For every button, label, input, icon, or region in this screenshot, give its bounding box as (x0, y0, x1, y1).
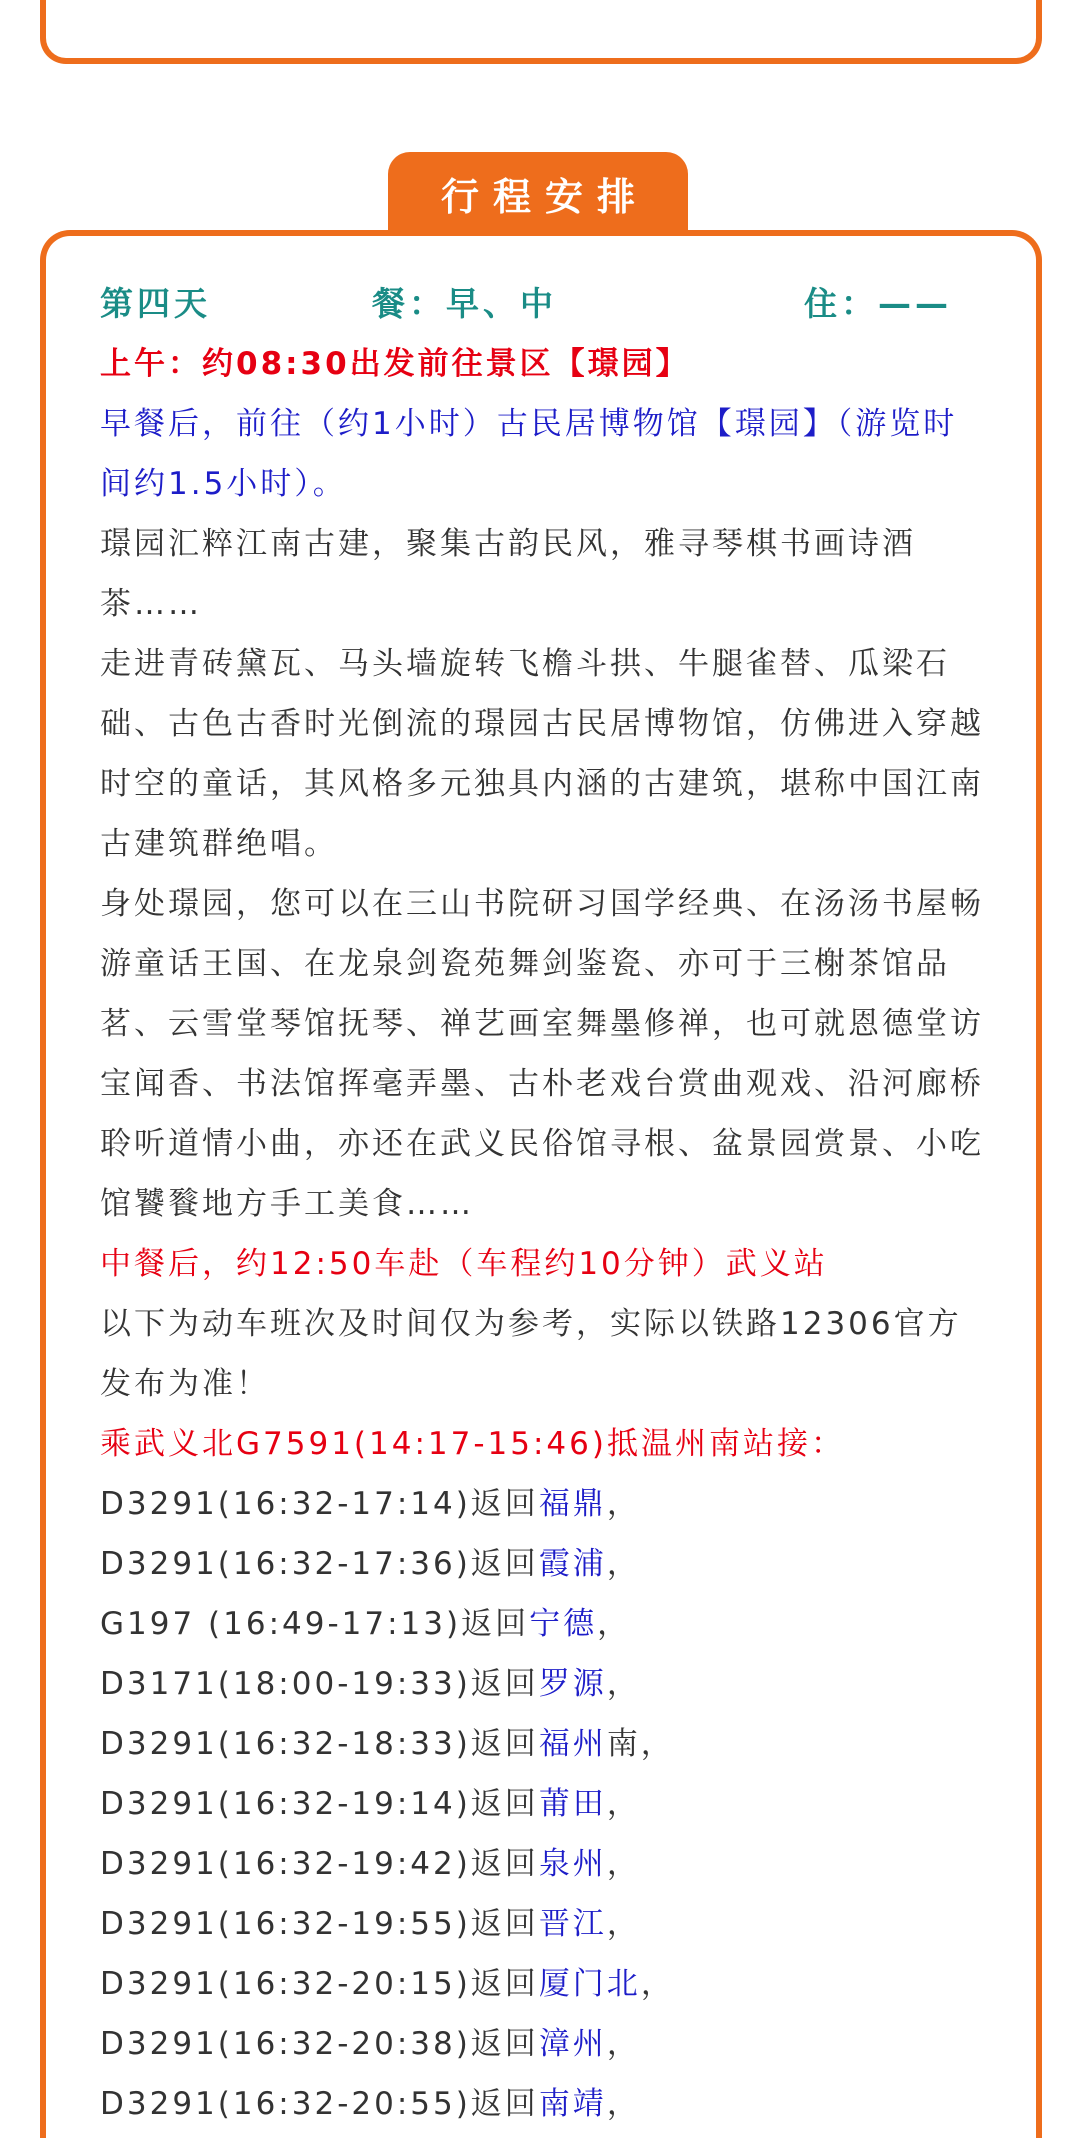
section-title-tab (388, 152, 688, 234)
intro-paragraph: 璟园汇粹江南古建，聚集古韵民风，雅寻琴棋书画诗酒茶…… (100, 526, 916, 622)
destination-city: 晋江 (538, 1906, 607, 1942)
train-row: D3291(16:32-19:42)返回泉州， (100, 1846, 641, 1882)
train-row: G197 (16:49-17:13)返回宁德， (100, 1606, 632, 1642)
section-title: 行程安排 (440, 174, 649, 219)
walk-paragraph: 走进青砖黛瓦、马头墙旋转飞檐斗拱、牛腿雀替、瓜梁石础、古色古香时光倒流的璟园古民居博物馆，仿佛进入穿越时空的童话，其风格多元独具内涵的古建筑，堪称中国江南古建筑群绝唱。 (100, 646, 984, 862)
itinerary-content (100, 274, 990, 2134)
destination-city: 莆田 (538, 1786, 607, 1822)
train-row: D3291(16:32-18:33)返回福州南， (100, 1726, 675, 1762)
train-row: D3291(16:32-20:15)返回厦门北， (100, 1966, 675, 2002)
meals-label: 餐：早、中 (372, 284, 557, 323)
train-row: D3291(16:32-17:14)返回福鼎， (100, 1486, 641, 1522)
previous-section-card (40, 0, 1042, 64)
transfer-paragraph: 乘武义北G7591(14:17-15:46)抵温州南站接： (100, 1426, 845, 1462)
destination-city: 南靖 (538, 2086, 607, 2122)
train-row: D3291(16:32-20:38)返回漳州， (100, 2026, 641, 2062)
breakfast-paragraph: 早餐后，前往（约1小时）古民居博物馆【璟园】（游览时间约1.5小时）。 (100, 406, 958, 502)
train-row: D3291(16:32-17:36)返回霞浦， (100, 1546, 641, 1582)
train-row: D3171(18:00-19:33)返回罗源， (100, 1666, 641, 1702)
lunch-paragraph: 中餐后，约12:50车赴（车程约10分钟）武义站 (100, 1246, 828, 1282)
train-row: D3291(16:32-20:55)返回南靖， (100, 2086, 641, 2122)
day-label: 第四天 (100, 284, 211, 323)
stay-label: 住：—— (804, 284, 952, 323)
activities-paragraph: 身处璟园，您可以在三山书院研习国学经典、在汤汤书屋畅游童话王国、在龙泉剑瓷苑舞剑鉴瓷、亦可于三榭茶馆品茗、云雪堂琴馆抚琴、禅艺画室舞墨修禅，也可就恩德堂访宝闻香、书法馆挥毫弄墨、古朴老戏台赏曲观戏、沿河廊桥聆听道情小曲，亦还在武义民俗馆寻根、盆景园赏景、小吃馆饕餮地方手工美食…… (100, 886, 984, 1222)
day-header (100, 274, 990, 334)
train-list (100, 1474, 990, 2134)
train-row: D3291(16:32-19:55)返回晋江， (100, 1906, 641, 1942)
destination-city: 福州 (538, 1726, 607, 1762)
train-row: D3291(16:32-19:14)返回莆田， (100, 1786, 641, 1822)
destination-city: 罗源 (538, 1666, 607, 1702)
note-paragraph: 以下为动车班次及时间仅为参考，实际以铁路12306官方发布为准！ (100, 1306, 962, 1402)
destination-city: 福鼎 (538, 1486, 607, 1522)
morning-departure: 上午：约08:30出发前往景区【璟园】 (100, 346, 690, 382)
destination-city: 厦门北 (538, 1966, 641, 2002)
destination-city: 霞浦 (538, 1546, 607, 1582)
destination-city: 泉州 (538, 1846, 607, 1882)
destination-city: 漳州 (538, 2026, 607, 2062)
destination-city: 宁德 (529, 1606, 598, 1642)
